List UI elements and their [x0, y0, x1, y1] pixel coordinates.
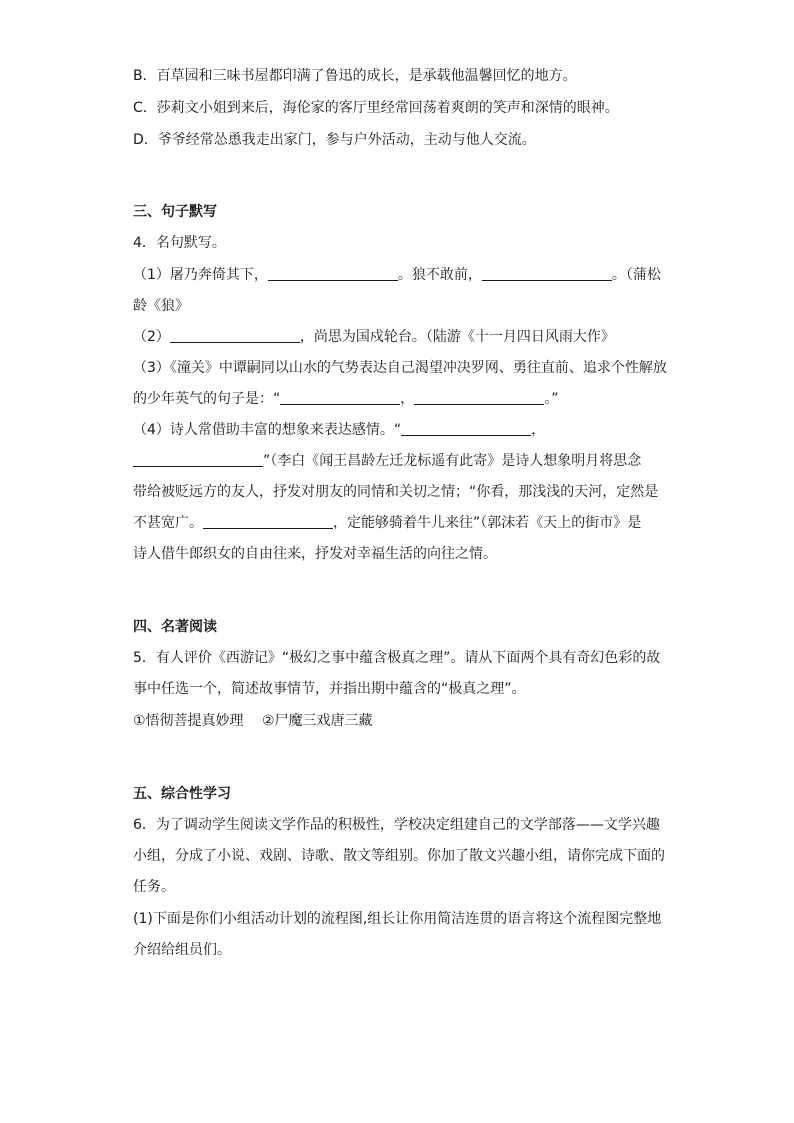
- question-4-1-source: 龄《狼》: [133, 298, 189, 314]
- question-4-4-text-b: ，: [531, 422, 546, 438]
- section-heading-3: 三、句子默写: [133, 204, 217, 220]
- question-6-line-a: 6．为了调动学生阅读文学作品的积极性，学校决定组建自己的文学部落——文学兴趣: [133, 817, 660, 833]
- answer-blank[interactable]: [482, 266, 612, 281]
- option-d: D．爷爷经常怂恿我走出家门，参与户外活动，主动与他人交流。: [133, 132, 536, 148]
- answer-blank[interactable]: [268, 266, 398, 281]
- answer-blank[interactable]: [170, 328, 300, 343]
- question-5-line-b: 事中任选一个，简述故事情节，并指出期中蕴含的“极真之理”。: [133, 681, 526, 697]
- section-heading-5: 五、综合性学习: [133, 786, 231, 802]
- answer-blank[interactable]: [203, 514, 333, 529]
- question-4-3-line-a: （3）《潼关》中谭嗣同以山水的气势表达自己渴望冲决罗网、勇往直前、追求个性解放: [133, 360, 667, 376]
- question-6-line-c: 任务。: [133, 879, 175, 895]
- option-c: C．莎莉文小姐到来后，海伦家的客厅里经常回荡着爽朗的笑声和深情的眼神。: [133, 100, 619, 116]
- question-4-2-line: [133, 327, 615, 347]
- answer-blank[interactable]: [280, 390, 400, 405]
- question-4-1-line: [133, 265, 661, 285]
- question-4-4-text-e: 不甚宽广。: [133, 515, 203, 531]
- section-heading-4: 四、名著阅读: [133, 619, 217, 635]
- question-4-3-text-b: 的少年英气的句子是：“: [133, 391, 281, 407]
- question-5-options: ①悟彻菩提真妙理 ②尸魔三戏唐三藏: [133, 713, 373, 729]
- question-4-3-text-c: ，: [400, 391, 415, 407]
- answer-blank[interactable]: [401, 421, 531, 436]
- question-4-4-text-f: ，定能够骑着牛儿来往”（郭沫若《天上的街市》是: [333, 515, 642, 531]
- question-6-1-line-b: 介绍给组员们。: [133, 942, 231, 958]
- question-4-2-text-b: ，尚思为国戍轮台。（陆游《十一月四日风雨大作》: [299, 329, 615, 345]
- question-4-1-text-a: （1）屠乃奔倚其下，: [133, 267, 268, 283]
- question-4-4-text-c: ”（李白《闻王昌龄左迁龙标遥有此寄》是诗人想象明月将思念: [263, 453, 642, 469]
- question-4-title: 4．名句默写。: [133, 235, 226, 251]
- question-4-4-line-e: 诗人借牛郎织女的自由往来，抒发对幸福生活的向往之情。: [133, 546, 497, 562]
- question-6-line-b: 小组，分成了小说、戏剧、诗歌、散文等组别。你加了散文兴趣小组，请你完成下面的: [133, 848, 665, 864]
- question-4-4-line-a: [133, 420, 545, 440]
- question-5-line-a: 5．有人评价《西游记》“极幻之事中蕴含极真之理”。请从下面两个具有奇幻色彩的故: [133, 650, 661, 666]
- question-4-1-text-b: 。狼不敢前，: [397, 267, 482, 283]
- answer-blank[interactable]: [414, 390, 544, 405]
- question-4-3-line-b: [133, 389, 559, 409]
- question-4-2-text-a: （2）: [133, 329, 170, 345]
- question-4-1-text-c: 。（蒲松: [611, 267, 661, 283]
- question-4-4-line-c: 带给被贬远方的友人，抒发对朋友的同情和关切之情；“你看，那浅浅的天河，定然是: [133, 484, 659, 500]
- option-b: B．百草园和三味书屋都印满了鲁迅的成长，是承载他温馨回忆的地方。: [133, 68, 577, 84]
- question-4-3-text-d: 。”: [544, 391, 559, 407]
- question-4-4-line-b: [133, 451, 641, 471]
- question-6-1-line-a: (1)下面是你们小组活动计划的流程图,组长让你用简洁连贯的语言将这个流程图完整地: [133, 911, 662, 927]
- answer-blank[interactable]: [133, 452, 263, 467]
- question-4-4-line-d: [133, 513, 641, 533]
- question-4-4-text-a: （4）诗人常借助丰富的想象来表达感情。“: [133, 422, 402, 438]
